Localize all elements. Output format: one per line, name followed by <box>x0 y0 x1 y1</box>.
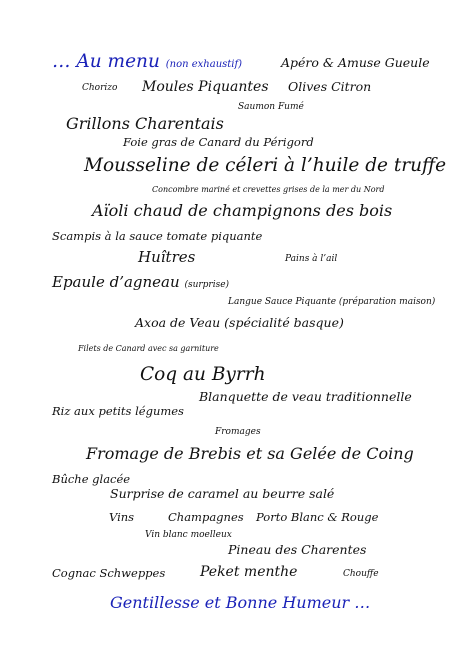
item-chouffe: Chouffe <box>343 569 379 579</box>
item-epaule-text: Epaule d’agneau <box>52 273 180 291</box>
item-champagnes: Champagnes <box>168 510 244 524</box>
item-mousseline: Mousseline de céleri à l’huile de truffe <box>84 155 447 176</box>
menu-title <box>52 53 242 72</box>
item-aioli: Aïoli chaud de champignons des bois <box>92 201 393 220</box>
item-fromages: Fromages <box>215 427 261 437</box>
item-aperitif: Apéro & Amuse Gueule <box>281 55 430 70</box>
item-filets: Filets de Canard avec sa garniture <box>78 344 219 353</box>
item-moules: Moules Piquantes <box>142 79 269 95</box>
item-vin-blanc: Vin blanc moelleux <box>145 530 232 540</box>
item-riz: Riz aux petits légumes <box>52 404 184 418</box>
item-cognac: Cognac Schweppes <box>52 566 166 580</box>
item-surprise-caramel: Surprise de caramel au beurre salé <box>110 486 335 501</box>
footer-closing: Gentillesse et Bonne Humeur … <box>110 593 371 612</box>
menu-title-note: (non exhaustif) <box>165 59 243 70</box>
item-epaule <box>52 275 229 290</box>
item-langue: Langue Sauce Piquante (préparation maison) <box>228 297 436 307</box>
item-epaule-note: (surprise) <box>184 280 230 290</box>
item-blanquette: Blanquette de veau traditionnelle <box>199 389 412 404</box>
item-scampis: Scampis à la sauce tomate piquante <box>52 229 263 243</box>
item-saumon: Saumon Fumé <box>238 102 304 112</box>
item-huitres: Huîtres <box>138 248 196 266</box>
menu-title-text: … Au menu <box>52 51 160 72</box>
item-olives: Olives Citron <box>288 79 372 94</box>
item-peket: Peket menthe <box>200 564 298 580</box>
item-buche: Bûche glacée <box>52 472 131 486</box>
item-grillons: Grillons Charentais <box>66 114 224 133</box>
item-axoa: Axoa de Veau (spécialité basque) <box>135 315 344 330</box>
item-porto: Porto Blanc & Rouge <box>256 510 379 524</box>
item-pains: Pains à l’ail <box>285 254 338 264</box>
item-concombre: Concombre mariné et crevettes grises de la mer du Nord <box>152 185 385 194</box>
item-brebis: Fromage de Brebis et sa Gelée de Coing <box>86 444 414 463</box>
item-vins: Vins <box>109 510 135 524</box>
item-pineau: Pineau des Charentes <box>228 542 367 557</box>
item-chorizo: Chorizo <box>82 83 118 93</box>
item-foie-gras: Foie gras de Canard du Périgord <box>123 135 314 149</box>
item-coq: Coq au Byrrh <box>140 364 266 385</box>
